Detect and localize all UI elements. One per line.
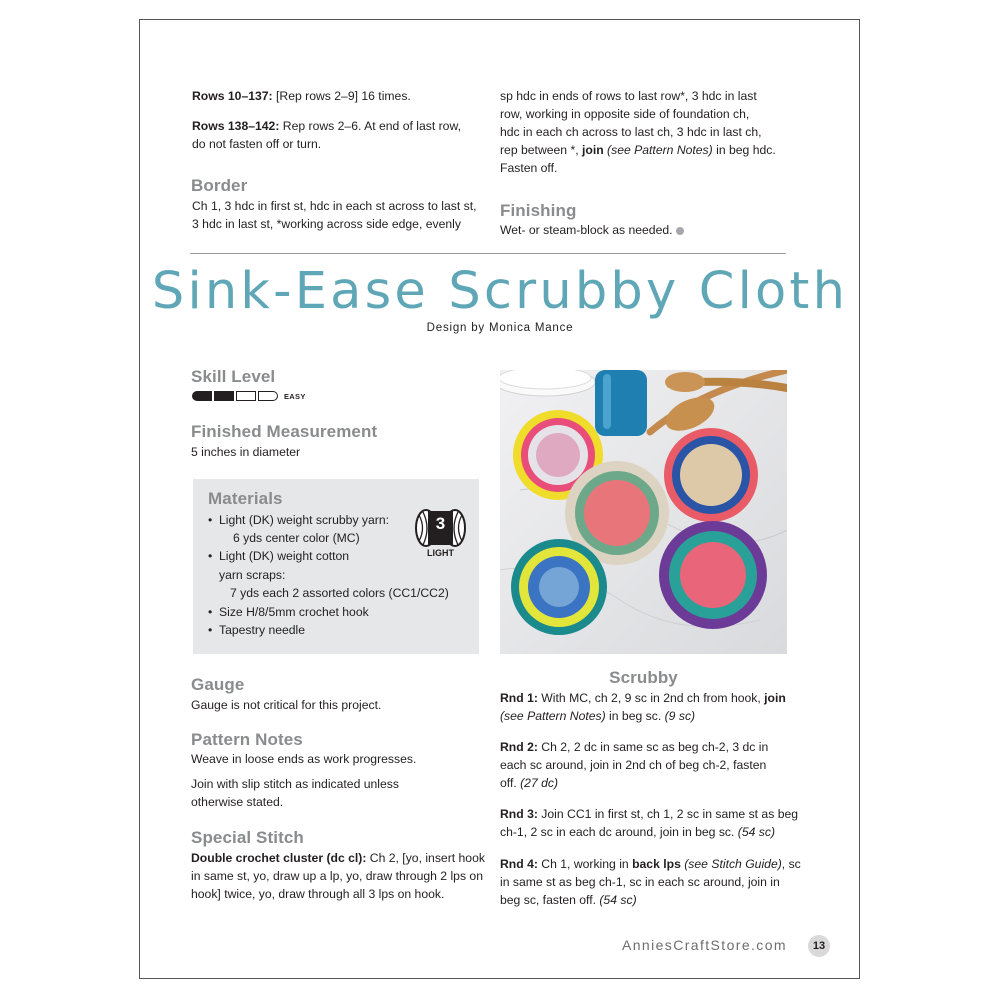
yarn-weight-label: LIGHT: [427, 548, 454, 558]
skill-segment-empty: [236, 391, 256, 401]
gauge-heading: Gauge: [191, 675, 245, 694]
skill-segment-filled: [192, 391, 212, 401]
pattern-notes-line-3: otherwise stated.: [191, 795, 284, 809]
border-line-1: Ch 1, 3 hdc in first st, hdc in each st across to last st,: [192, 199, 477, 213]
pattern-notes-line-1: Weave in loose ends as work progresses.: [191, 752, 417, 766]
skill-level-heading: Skill Level: [191, 367, 276, 386]
skill-segment-empty: [258, 391, 278, 401]
rnd-4-line-2: in same st as beg ch-1, sc in each sc around, join in: [500, 875, 780, 889]
skill-level-meter: [192, 390, 306, 402]
rows-10-137: Rows 10–137: [Rep rows 2–9] 16 times.: [192, 89, 411, 103]
pattern-notes-line-2: Join with slip stitch as indicated unless: [191, 777, 399, 791]
yarn-weight-number: 3: [435, 514, 446, 533]
yarn-weight-icon: [413, 507, 468, 559]
rnd-1-line-1: Rnd 1: With MC, ch 2, 9 sc in 2nd ch from hook, join: [500, 691, 786, 705]
special-stitch-line-2: in same st, yo, draw up a lp, yo, draw through 2 lps on: [191, 869, 483, 883]
rnd-4-line-3: beg sc, fasten off. (54 sc): [500, 893, 637, 907]
material-subitem: 7 yds each 2 assorted colors (CC1/CC2): [230, 586, 449, 600]
material-item: • Light (DK) weight cotton: [219, 547, 349, 566]
border-cont-2: row, working in opposite side of foundation ch,: [500, 107, 750, 121]
rnd-2-line-3: off. (27 dc): [500, 776, 559, 790]
border-heading: Border: [191, 176, 248, 195]
finishing-heading: Finishing: [500, 201, 577, 220]
rnd-1-line-2: (see Pattern Notes) in beg sc. (9 sc): [500, 709, 696, 723]
material-subitem: yarn scraps:: [219, 568, 286, 582]
scrubby-cloths-photo: [500, 370, 787, 654]
border-cont-1: sp hdc in ends of rows to last row*, 3 hdc in last: [500, 89, 757, 103]
material-subitem: 6 yds center color (MC): [233, 531, 360, 545]
material-item: • Size H/8/5mm crochet hook: [219, 603, 369, 622]
measurement-heading: Finished Measurement: [191, 422, 378, 441]
border-line-2: 3 hdc in last st, *working across side edge, evenly: [192, 217, 461, 231]
end-dot-icon: [676, 227, 684, 235]
special-stitch-line-3: hook] twice, yo, draw through all 3 lps on hook.: [191, 887, 445, 901]
rnd-3-line-1: Rnd 3: Join CC1 in first st, ch 1, 2 sc in same st as beg: [500, 807, 799, 821]
skill-segment-filled: [214, 391, 234, 401]
material-item: • Light (DK) weight scrubby yarn:: [219, 511, 389, 530]
page-number: 13: [808, 935, 830, 957]
product-photo: [500, 370, 787, 654]
byline: Design by Monica Mance: [426, 322, 574, 334]
gauge-text: Gauge is not critical for this project.: [191, 698, 382, 712]
measurement-text: 5 inches in diameter: [191, 445, 301, 459]
pattern-notes-heading: Pattern Notes: [191, 730, 303, 749]
footer-site: AnniesCraftStore.com: [622, 937, 787, 953]
special-stitch-heading: Special Stitch: [191, 828, 304, 847]
rnd-2-line-1: Rnd 2: Ch 2, 2 dc in same sc as beg ch-2, 3 dc in: [500, 740, 769, 754]
scrubby-heading: Scrubby: [609, 668, 678, 687]
finishing-text: Wet- or steam-block as needed.: [500, 221, 684, 240]
rows-138-142-cont: do not fasten off or turn.: [192, 137, 322, 151]
special-stitch-line-1: Double crochet cluster (dc cl): Ch 2, [yo, insert hook: [191, 851, 485, 865]
material-item: • Tapestry needle: [219, 621, 305, 640]
rows-138-142: Rows 138–142: Rep rows 2–6. At end of last row,: [192, 119, 461, 133]
border-cont-3: hdc in each ch across to last ch, 3 hdc in last ch,: [500, 125, 762, 139]
rnd-3-line-2: ch-1, 2 sc in each dc around, join in beg sc. (54 sc): [500, 825, 776, 839]
border-cont-4: rep between *, join (see Pattern Notes) in beg hdc.: [500, 143, 776, 157]
rnd-2-line-2: each sc around, join in 2nd ch of beg ch-2, fasten: [500, 758, 767, 772]
border-cont-5: Fasten off.: [500, 161, 558, 175]
section-divider: [190, 253, 786, 254]
page-title: Sink-Ease Scrubby Cloth: [151, 262, 849, 321]
rnd-4-line-1: Rnd 4: Ch 1, working in back lps (see Stitch Guide), sc: [500, 857, 801, 871]
skill-label: EASY: [284, 391, 306, 401]
materials-heading: Materials: [208, 489, 283, 508]
